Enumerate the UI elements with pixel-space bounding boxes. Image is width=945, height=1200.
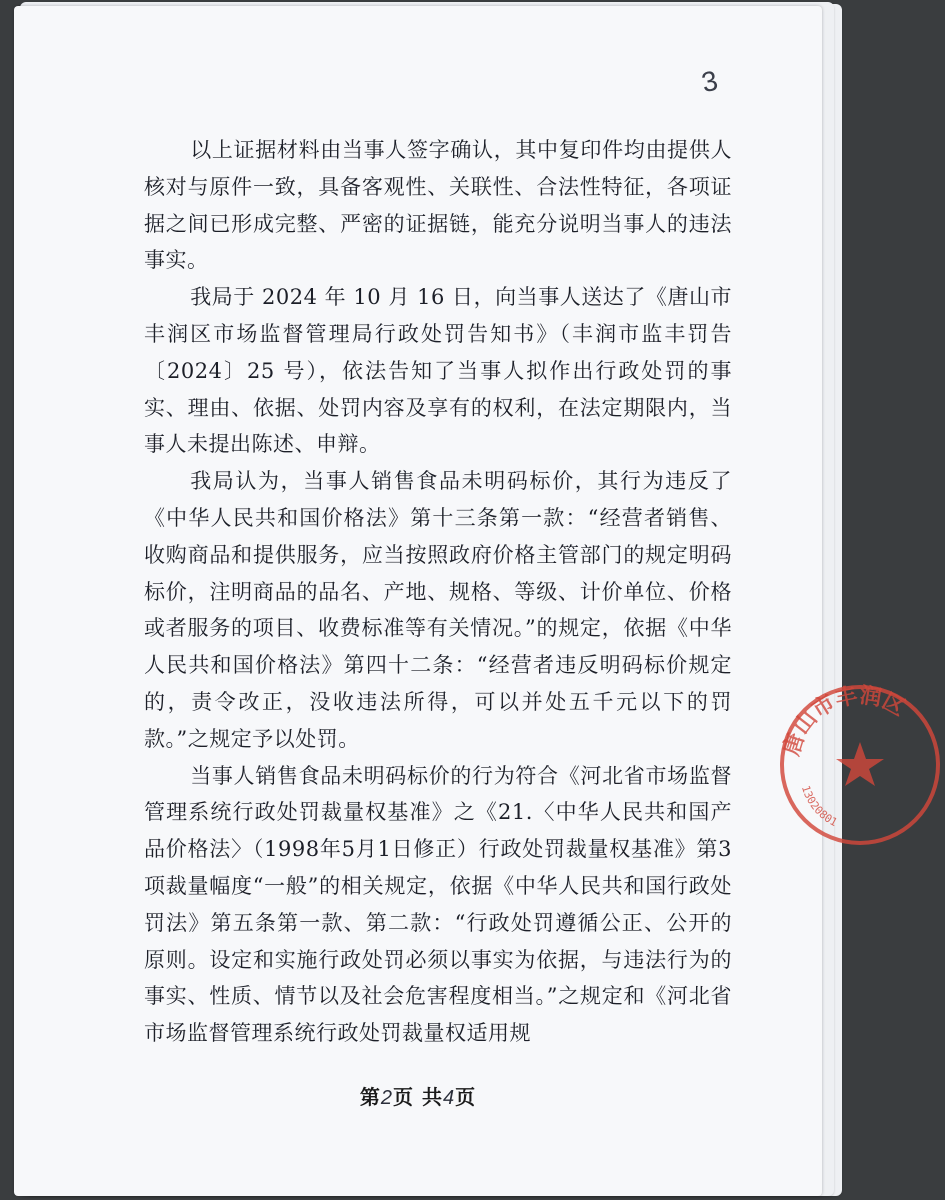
paragraph-finding: 我局认为，当事人销售食品未明码标价，其行为违反了《中华人民共和国价格法》第十三条第一款：“经营者销售、收购商品和提供服务，应当按照政府价格主管部门的规定明码标价，注明商品的品名、产地、规格、等级、计价单位、价格或者服务的项目、收费标准等有关情况。”的规定，依据《中华人民共和国价格法》第四十二条：“经营者违反明码标价规定的，责令改正，没收违法所得，可以并处五千元以下的罚款。”之规定予以处罚。: [144, 469, 732, 751]
footer-suffix: 页: [455, 1085, 477, 1109]
document-body: [144, 132, 732, 1052]
svg-text:13020801: 13020801: [798, 783, 840, 830]
page-footer: [14, 1081, 822, 1110]
paragraph-discretion: 当事人销售食品未明码标价的行为符合《河北省市场监督管理系统行政处罚裁量权基准》之《21.〈中华人民共和国产品价格法〉（1998年5月1日修正）行政处罚裁量权基准》第3项裁量幅度“一般”的相关规定，依据《中华人民共和国行政处罚法》第五条第一款、第二款：“行政处罚遵循公正、公开的原则。设定和实施行政处罚必须以事实为依据，与违法行为的事实、性质、情节以及社会危害程度相当。”之规定和《河北省市场监督管理系统行政处罚裁量权适用规: [144, 763, 732, 1046]
paragraph-notice: 我局于 2024 年 10 月 16 日，向当事人送达了《唐山市丰润区市场监督管理局行政处罚告知书》（丰润市监丰罚告〔2024〕25 号），依法告知了当事人拟作出行政处罚的事实、理由、依据、处罚内容及享有的权利，在法定期限内，当事人未提出陈述、申辩。: [144, 285, 732, 457]
footer-middle: 页 共: [393, 1085, 443, 1109]
handwritten-page-mark: 3: [698, 64, 721, 99]
paragraph-evidence: 以上证据材料由当事人签字确认，其中复印件均由提供人核对与原件一致，具备客观性、关联性、合法性特征，各项证据之间已形成完整、严密的证据链，能充分说明当事人的违法事实。: [144, 138, 732, 273]
footer-prefix: 第: [359, 1085, 381, 1109]
document-page: [14, 6, 822, 1196]
footer-current-page: 2: [380, 1087, 394, 1109]
footer-total-pages: 4: [442, 1087, 456, 1109]
svg-text:唐山市丰润区: 唐山市丰润区: [779, 683, 910, 759]
official-seal-icon: [775, 680, 945, 850]
